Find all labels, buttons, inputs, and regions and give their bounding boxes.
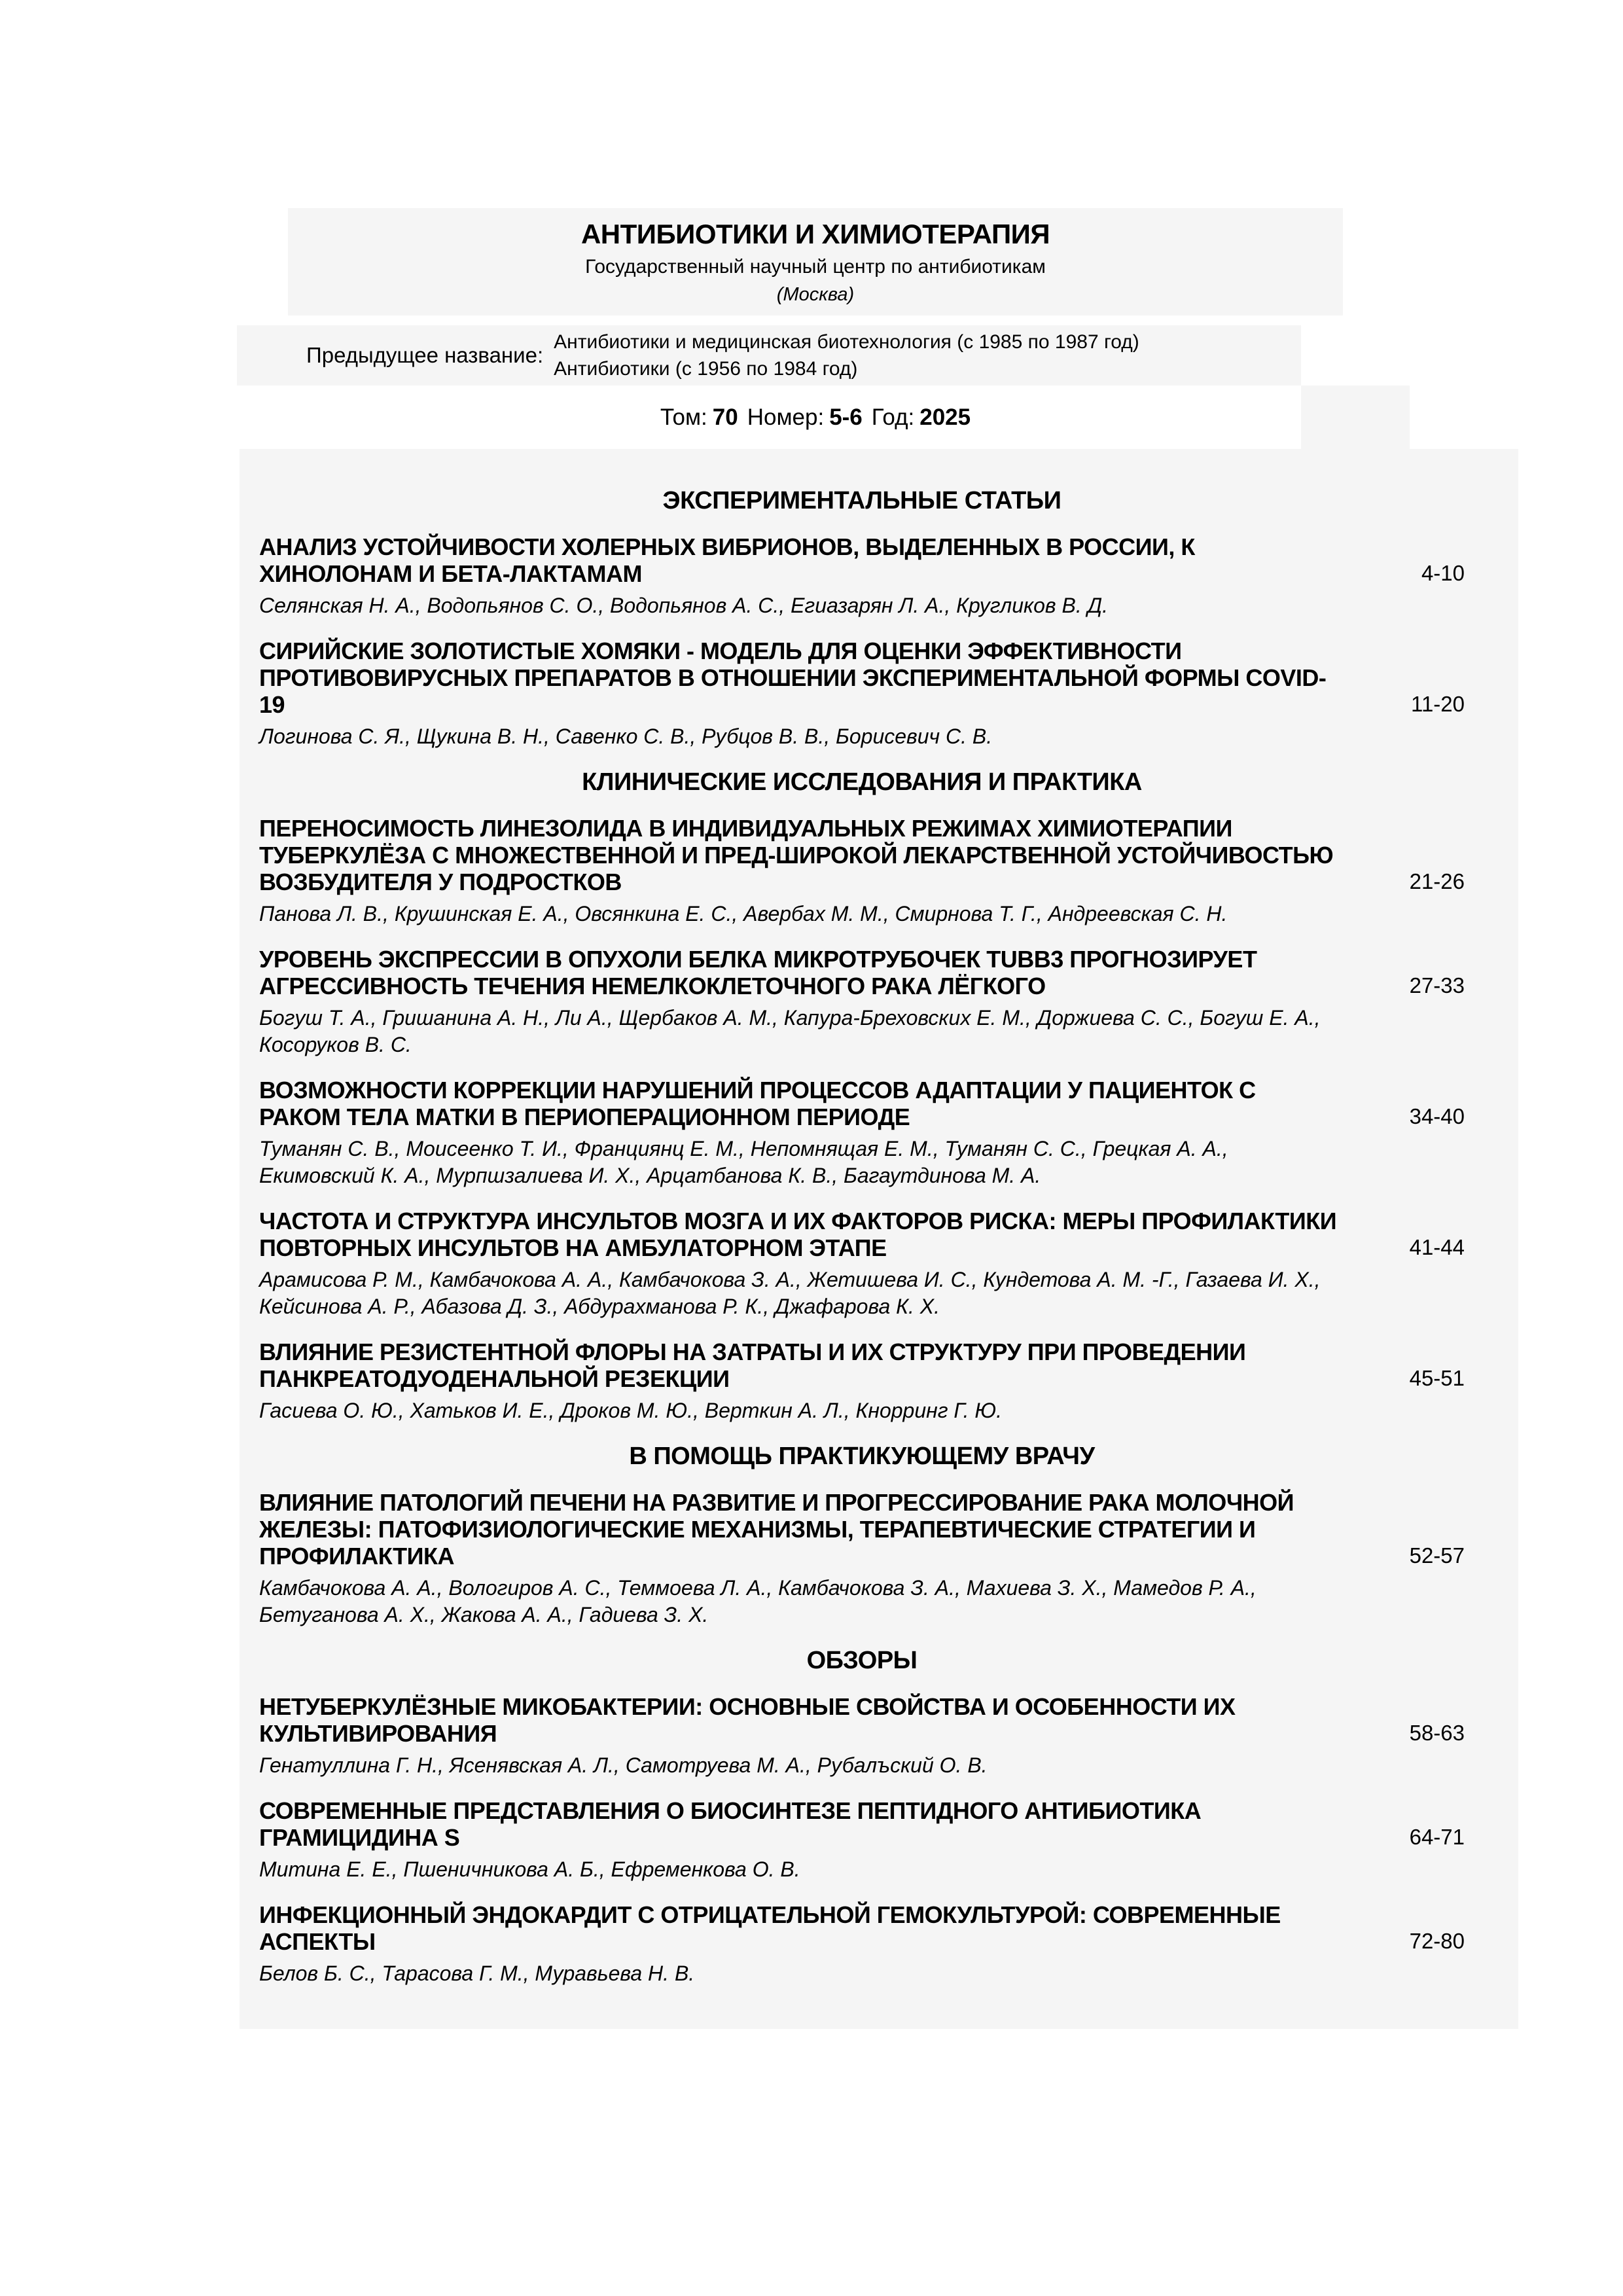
number-label: Номер: bbox=[747, 404, 825, 430]
journal-title: АНТИБИОТИКИ И ХИМИОТЕРАПИЯ bbox=[580, 218, 1050, 249]
article-row bbox=[259, 1489, 1465, 1628]
article-title-link[interactable]: ВОЗМОЖНОСТИ КОРРЕКЦИИ НАРУШЕНИЙ ПРОЦЕССОВ АДАПТАЦИИ У ПАЦИЕНТОК С РАКОМ ТЕЛА МАТКИ В ПЕРИОПЕРАЦИОННОМ ПЕРИОДЕ bbox=[259, 1077, 1256, 1131]
journal-subtitle: Государственный научный центр по антибиотикам bbox=[585, 255, 1046, 278]
article-pages: 4-10 bbox=[1421, 561, 1465, 586]
previous-title-list bbox=[554, 329, 1139, 383]
article-title-link[interactable]: ВЛИЯНИЕ РЕЗИСТЕНТНОЙ ФЛОРЫ НА ЗАТРАТЫ И ИХ СТРУКТУРУ ПРИ ПРОВЕДЕНИИ ПАНКРЕАТОДУОДЕНАЛЬНОЙ РЕЗЕКЦИИ bbox=[259, 1338, 1246, 1393]
article-pages: 41-44 bbox=[1409, 1235, 1465, 1260]
article-authors: Панова Л. В., Крушинская Е. А., Овсянкина Е. С., Авербах М. М., Смирнова Т. Г., Андреевская С. Н. bbox=[259, 902, 1228, 926]
article-pages: 58-63 bbox=[1409, 1721, 1465, 1746]
article-title-link[interactable]: СИРИЙСКИЕ ЗОЛОТИСТЫЕ ХОМЯКИ - МОДЕЛЬ ДЛЯ ОЦЕНКИ ЭФФЕКТИВНОСТИ ПРОТИВОВИРУСНЫХ ПРЕПАРАТОВ В ОТНОШЕНИИ ЭКСПЕРИМЕНТАЛЬНОЙ ФОРМЫ COVID-19 bbox=[259, 637, 1327, 719]
volume-label: Том: bbox=[660, 404, 707, 430]
article-pages: 72-80 bbox=[1409, 1929, 1465, 1954]
section-heading: ЭКСПЕРИМЕНТАЛЬНЫЕ СТАТЬИ bbox=[662, 487, 1061, 514]
article-pages: 64-71 bbox=[1409, 1825, 1465, 1850]
article-title-link[interactable]: ИНФЕКЦИОННЫЙ ЭНДОКАРДИТ С ОТРИЦАТЕЛЬНОЙ ГЕМОКУЛЬТУРОЙ: СОВРЕМЕННЫЕ АСПЕКТЫ bbox=[259, 1901, 1281, 1956]
issue-info-row bbox=[288, 386, 1343, 449]
article-row bbox=[259, 815, 1465, 927]
previous-title-label: Предыдущее название: bbox=[306, 343, 544, 367]
article-authors: Генатуллина Г. Н., Ясенявская А. Л., Самотруева М. А., Рубалъский О. В. bbox=[259, 1753, 988, 1778]
section-heading: В ПОМОЩЬ ПРАКТИКУЮЩЕМУ ВРАЧУ bbox=[629, 1443, 1095, 1471]
article-row bbox=[259, 1208, 1465, 1320]
article-authors: Гасиева О. Ю., Хатьков И. Е., Дроков М. Ю., Верткин А. Л., Кнорринг Г. Ю. bbox=[259, 1399, 1003, 1423]
article-title-link[interactable]: ПЕРЕНОСИМОСТЬ ЛИНЕЗОЛИДА В ИНДИВИДУАЛЬНЫХ РЕЖИМАХ ХИМИОТЕРАПИИ ТУБЕРКУЛЁЗА С МНОЖЕСТВЕННОЙ И ПРЕД-ШИРОКОЙ ЛЕКАРСТВЕННОЙ УСТОЙЧИВОСТЬЮ ВОЗБУДИТЕЛЯ У ПОДРОСТКОВ bbox=[259, 815, 1334, 896]
section-heading: ОБЗОРЫ bbox=[806, 1647, 918, 1675]
article-title-link[interactable]: СОВРЕМЕННЫЕ ПРЕДСТАВЛЕНИЯ О БИОСИНТЕЗЕ ПЕПТИДНОГО АНТИБИОТИКА ГРАМИЦИДИНА S bbox=[259, 1797, 1202, 1852]
article-pages: 21-26 bbox=[1409, 869, 1465, 894]
previous-title-2: Антибиотики (с 1956 по 1984 год) bbox=[554, 358, 858, 380]
article-row bbox=[259, 1901, 1465, 1987]
article-pages: 11-20 bbox=[1411, 692, 1465, 717]
article-title-link[interactable]: ВЛИЯНИЕ ПАТОЛОГИЙ ПЕЧЕНИ НА РАЗВИТИЕ И ПРОГРЕССИРОВАНИЕ РАКА МОЛОЧНОЙ ЖЕЛЕЗЫ: ПАТОФИЗИОЛОГИЧЕСКИЕ МЕХАНИЗМЫ, ТЕРАПЕВТИЧЕСКИЕ СТРАТЕГИИ И ПРОФИЛАКТИКА bbox=[259, 1489, 1294, 1570]
article-row bbox=[259, 1077, 1465, 1189]
article-authors: Логинова С. Я., Щукина В. Н., Савенко С. В., Рубцов В. В., Борисевич С. В. bbox=[259, 725, 993, 749]
year-label: Год: bbox=[871, 404, 915, 430]
article-authors: Арамисова Р. М., Камбачокова А. А., Камбачокова З. А., Жетишева И. С., Кундетова А. М. -Г., Газаева И. Х., Кейсинова А. Р., Абазова Д. З., Абдурахманова Р. К., Джафарова К. Х. bbox=[259, 1268, 1321, 1319]
previous-title-1: Антибиотики и медицинская биотехнология (с 1985 по 1987 год) bbox=[554, 331, 1139, 353]
journal-city: (Москва) bbox=[776, 283, 855, 305]
article-authors: Богуш Т. А., Гришанина А. Н., Ли А., Щербаков А. М., Капура-Бреховских Е. М., Доржиева С. С., Богуш Е. А., Косоруков В. С. bbox=[259, 1006, 1321, 1057]
article-row bbox=[259, 1797, 1465, 1883]
article-pages: 34-40 bbox=[1409, 1104, 1465, 1129]
table-of-contents bbox=[240, 449, 1518, 2029]
article-authors: Селянская Н. А., Водопьянов С. О., Водопьянов А. С., Егиазарян Л. А., Кругликов В. Д. bbox=[259, 594, 1109, 618]
previous-title-panel bbox=[237, 325, 1301, 386]
article-pages: 52-57 bbox=[1409, 1543, 1465, 1568]
article-authors: Туманян С. В., Моисеенко Т. И., Франциянц Е. М., Непомнящая Е. М., Туманян С. С., Грецкая А. А., Екимовский К. А., Мурпшзалиева И. Х., Арцатбанова К. В., Багаутдинова М. А. bbox=[259, 1137, 1228, 1188]
article-title-link[interactable]: ЧАСТОТА И СТРУКТУРА ИНСУЛЬТОВ МОЗГА И ИХ ФАКТОРОВ РИСКА: МЕРЫ ПРОФИЛАКТИКИ ПОВТОРНЫХ ИНСУЛЬТОВ НА АМБУЛАТОРНОМ ЭТАПЕ bbox=[259, 1208, 1337, 1262]
article-row bbox=[259, 533, 1465, 619]
article-authors: Митина Е. Е., Пшеничникова А. Б., Ефременкова О. В. bbox=[259, 1857, 800, 1882]
article-pages: 27-33 bbox=[1409, 973, 1465, 998]
number-value: 5-6 bbox=[829, 404, 863, 430]
article-title-link[interactable]: НЕТУБЕРКУЛЁЗНЫЕ МИКОБАКТЕРИИ: ОСНОВНЫЕ СВОЙСТВА И ОСОБЕННОСТИ ИХ КУЛЬТИВИРОВАНИЯ bbox=[259, 1693, 1236, 1748]
article-authors: Камбачокова А. А., Вологиров А. С., Теммоева Л. А., Камбачокова З. А., Махиева З. Х., Мамедов Р. А., Бетуганова А. Х., Жакова А. А., Гадиева З. Х. bbox=[259, 1576, 1257, 1627]
article-pages: 45-51 bbox=[1409, 1366, 1465, 1391]
article-row bbox=[259, 1693, 1465, 1779]
article-title-link[interactable]: УРОВЕНЬ ЭКСПРЕССИИ В ОПУХОЛИ БЕЛКА МИКРОТРУБОЧЕК TUBB3 ПРОГНОЗИРУЕТ АГРЕССИВНОСТЬ ТЕЧЕНИЯ НЕМЕЛКОКЛЕТОЧНОГО РАКА ЛЁГКОГО bbox=[259, 946, 1257, 1000]
volume-value: 70 bbox=[712, 404, 738, 430]
section-heading: КЛИНИЧЕСКИЕ ИССЛЕДОВАНИЯ И ПРАКТИКА bbox=[582, 768, 1142, 797]
year-value: 2025 bbox=[919, 404, 971, 430]
journal-header-panel bbox=[288, 208, 1343, 315]
article-row bbox=[259, 946, 1465, 1058]
article-row bbox=[259, 1338, 1465, 1424]
article-title-link[interactable]: АНАЛИЗ УСТОЙЧИВОСТИ ХОЛЕРНЫХ ВИБРИОНОВ, ВЫДЕЛЕННЫХ В РОССИИ, К ХИНОЛОНАМ И БЕТА-ЛАКТАМАМ bbox=[259, 533, 1195, 588]
article-authors: Белов Б. С., Тарасова Г. М., Муравьева Н. В. bbox=[259, 1962, 695, 1986]
article-row bbox=[259, 637, 1465, 750]
